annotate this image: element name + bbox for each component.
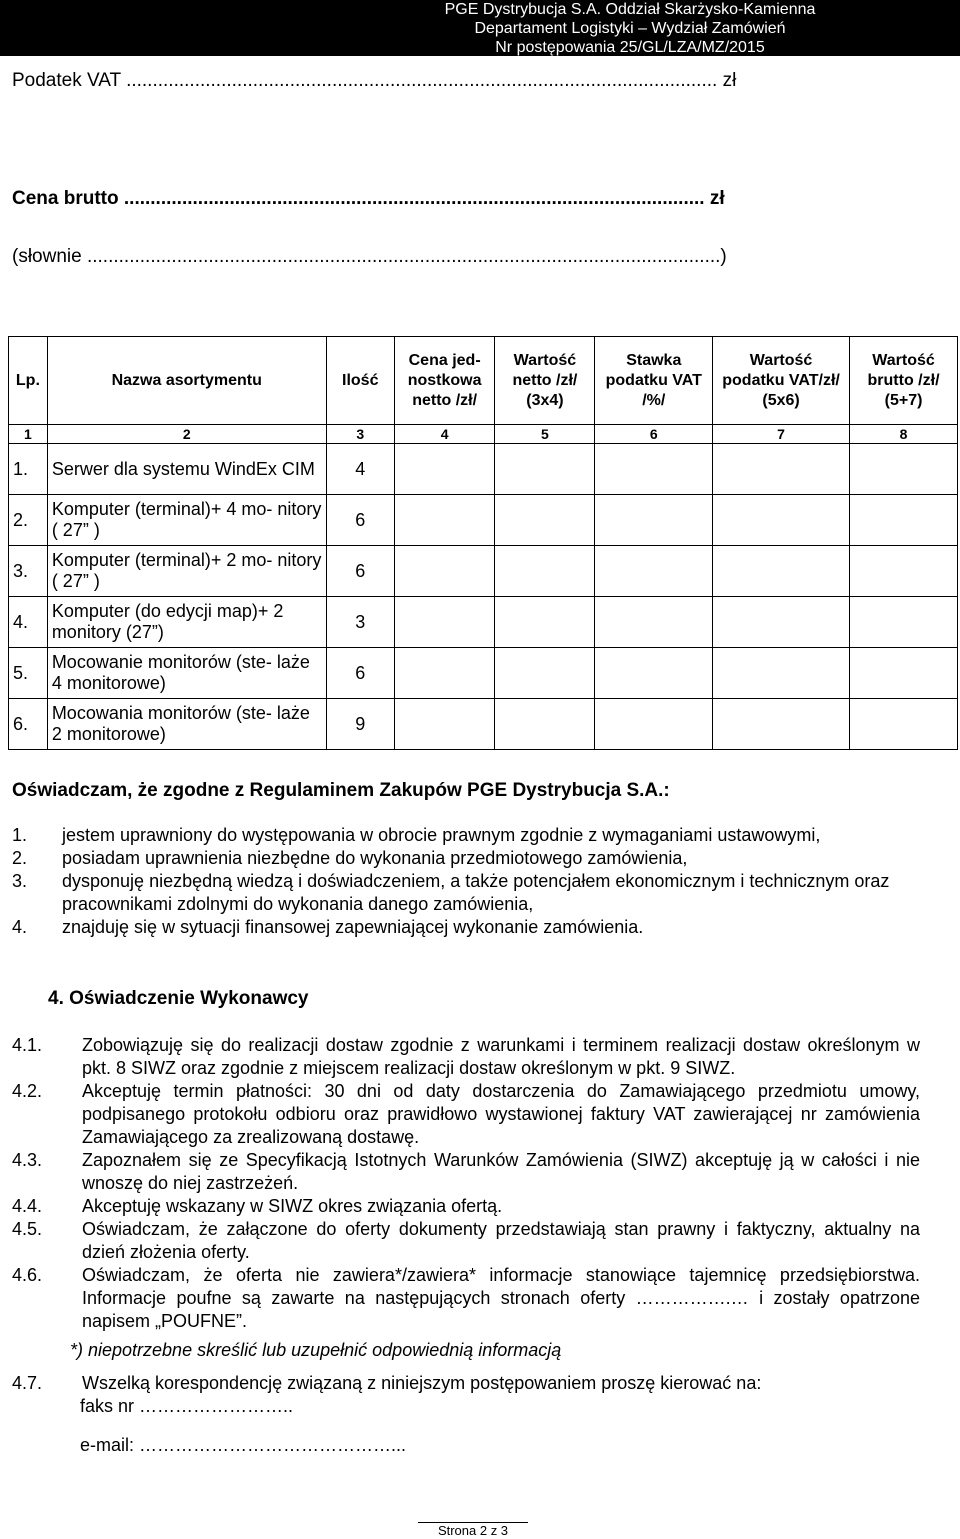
clause-number: 4.4. xyxy=(12,1196,43,1216)
column-number-row xyxy=(9,425,958,444)
row-unit-price-cell[interactable] xyxy=(394,648,494,699)
row-quantity: 3 xyxy=(326,597,394,648)
clause-number: 4.7. xyxy=(12,1373,43,1393)
col-number: 5 xyxy=(495,425,595,444)
email-field[interactable]: e-mail: ……………………………………... xyxy=(80,1435,407,1455)
header-quantity: Ilość xyxy=(326,337,394,425)
row-net-value-cell[interactable] xyxy=(495,648,595,699)
price-in-words-line: (słownie ........................................................................................................................) xyxy=(12,246,727,267)
list-item xyxy=(12,870,932,916)
row-item-name: Serwer dla systemu WindEx CIM xyxy=(47,444,326,495)
row-quantity: 6 xyxy=(326,495,394,546)
row-unit-price-cell[interactable] xyxy=(394,495,494,546)
header-department: Departament Logistyki – Wydział Zamówień xyxy=(474,20,786,37)
item-number: 3. xyxy=(12,871,28,891)
row-gross-value-cell[interactable] xyxy=(850,597,958,648)
col-number: 8 xyxy=(850,425,958,444)
clause-number: 4.1. xyxy=(12,1035,43,1055)
row-unit-price-cell[interactable] xyxy=(394,444,494,495)
row-item-name: Komputer (terminal)+ 2 mo- nitory ( 27” ) xyxy=(47,546,326,597)
item-text: posiadam uprawnienia niezbędne do wykonania przedmiotowego zamówienia, xyxy=(62,848,688,868)
header-company: PGE Dystrybucja S.A. Oddział Skarżysko-Kamienna xyxy=(444,1,816,18)
col-number: 2 xyxy=(47,425,326,444)
table-row xyxy=(9,546,958,597)
list-item xyxy=(12,824,932,847)
row-vat-value-cell[interactable] xyxy=(713,444,850,495)
clause-text: Akceptuję termin płatności: 30 dni od daty dostarczenia do Zamawiającego przedmiotu umowy, podpisanego protokołu odbioru oraz prawidłowo wystawionej faktury VAT zawierającej nr zamówienia Zamawiającego za zrealizowaną dostawę. xyxy=(82,1081,920,1147)
row-item-name: Mocowanie monitorów (ste- laże 4 monitorowe) xyxy=(47,648,326,699)
row-vat-rate-cell[interactable] xyxy=(595,699,713,750)
header-net-value: Wartość netto /zł/ (3x4) xyxy=(495,337,595,425)
clause xyxy=(12,1372,920,1395)
clause-number: 4.5. xyxy=(12,1219,43,1239)
row-item-name: Komputer (terminal)+ 4 mo- nitory ( 27” ) xyxy=(47,495,326,546)
row-gross-value-cell[interactable] xyxy=(850,546,958,597)
row-vat-rate-cell[interactable] xyxy=(595,444,713,495)
row-vat-value-cell[interactable] xyxy=(713,597,850,648)
clause-text: Wszelką korespondencję związaną z niniejszym postępowaniem proszę kierować na: xyxy=(82,1373,762,1393)
item-number: 4. xyxy=(12,917,28,937)
row-lp: 3. xyxy=(9,546,48,597)
row-quantity: 9 xyxy=(326,699,394,750)
row-gross-value-cell[interactable] xyxy=(850,648,958,699)
row-lp: 6. xyxy=(9,699,48,750)
list-item xyxy=(12,916,932,939)
row-item-name: Mocowania monitorów (ste- laże 2 monitorowe) xyxy=(47,699,326,750)
item-text: jestem uprawniony do występowania w obrocie prawnym zgodnie z wymaganiami ustawowymi, xyxy=(62,825,821,845)
gross-price-line: Cena brutto .............................................................................................................. zł xyxy=(12,188,725,209)
row-gross-value-cell[interactable] xyxy=(850,699,958,750)
clause-number: 4.2. xyxy=(12,1081,43,1101)
clause-text: Oświadczam, że załączone do oferty dokumenty przedstawiają stan prawny i faktyczny, aktualny na dzień złożenia oferty. xyxy=(82,1219,920,1262)
header-case-number: Nr postępowania 25/GL/LZA/MZ/2015 xyxy=(495,39,765,56)
row-quantity: 4 xyxy=(326,444,394,495)
row-lp: 4. xyxy=(9,597,48,648)
col-number: 3 xyxy=(326,425,394,444)
clause-text: Zapoznałem się ze Specyfikacją Istotnych Warunków Zamówienia (SIWZ) akceptuję ją w całości i nie wnoszę do niej zastrzeżeń. xyxy=(82,1150,920,1193)
row-vat-value-cell[interactable] xyxy=(713,699,850,750)
row-net-value-cell[interactable] xyxy=(495,444,595,495)
table-row xyxy=(9,699,958,750)
row-lp: 5. xyxy=(9,648,48,699)
header-vat-rate: Stawka podatku VAT /%/ xyxy=(595,337,713,425)
row-vat-rate-cell[interactable] xyxy=(595,648,713,699)
clause-number: 4.6. xyxy=(12,1265,43,1285)
vat-tax-line: Podatek VAT ................................................................................................................ zł xyxy=(12,70,737,91)
row-lp: 1. xyxy=(9,444,48,495)
row-vat-value-cell[interactable] xyxy=(713,546,850,597)
contractor-clauses xyxy=(12,1034,920,1457)
row-quantity: 6 xyxy=(326,546,394,597)
row-net-value-cell[interactable] xyxy=(495,495,595,546)
fax-field[interactable]: faks nr …………………….. xyxy=(80,1396,294,1416)
col-number: 4 xyxy=(394,425,494,444)
item-text: znajduję się w sytuacji finansowej zapewniającej wykonanie zamówienia. xyxy=(62,917,644,937)
row-vat-rate-cell[interactable] xyxy=(595,495,713,546)
clause-text: Zobowiązuję się do realizacji dostaw zgodnie z warunkami i terminem realizacji dostaw określonym w pkt. 8 SIWZ oraz zgodnie z miejscem realizacji dostaw określonym w pkt. 9 SIWZ. xyxy=(82,1035,920,1078)
row-unit-price-cell[interactable] xyxy=(394,597,494,648)
row-gross-value-cell[interactable] xyxy=(850,495,958,546)
col-number: 6 xyxy=(595,425,713,444)
page-footer: Strona 2 z 3 xyxy=(418,1522,528,1537)
clause xyxy=(12,1149,920,1195)
section-title: 4. Oświadczenie Wykonawcy xyxy=(48,988,309,1009)
row-quantity: 6 xyxy=(326,648,394,699)
footnote: *) niepotrzebne skreślić lub uzupełnić odpowiednią informacją xyxy=(70,1340,562,1360)
table-row xyxy=(9,495,958,546)
clause-text: Oświadczam, że oferta nie zawiera*/zawiera* informacje stanowiące tajemnicę przedsiębiorstwa. Informacje poufne są zawarte na następujących stronach oferty …………….… i zostały opatrzone napisem „POUFNE”. xyxy=(82,1265,920,1331)
col-number: 7 xyxy=(713,425,850,444)
table-header-row xyxy=(9,337,958,425)
row-unit-price-cell[interactable] xyxy=(394,546,494,597)
col-number: 1 xyxy=(9,425,48,444)
row-net-value-cell[interactable] xyxy=(495,546,595,597)
item-number: 2. xyxy=(12,848,28,868)
row-vat-value-cell[interactable] xyxy=(713,495,850,546)
row-gross-value-cell[interactable] xyxy=(850,444,958,495)
row-vat-rate-cell[interactable] xyxy=(595,546,713,597)
table-row xyxy=(9,597,958,648)
header-lp: Lp. xyxy=(9,337,48,425)
header-gross-value: Wartość brutto /zł/ (5+7) xyxy=(850,337,958,425)
clause xyxy=(12,1218,920,1264)
clause-number: 4.3. xyxy=(12,1150,43,1170)
table-row xyxy=(9,444,958,495)
row-unit-price-cell[interactable] xyxy=(394,699,494,750)
list-item xyxy=(12,847,932,870)
row-lp: 2. xyxy=(9,495,48,546)
clause xyxy=(12,1034,920,1080)
clause-text: Akceptuję wskazany w SIWZ okres związania ofertą. xyxy=(82,1196,503,1216)
price-table xyxy=(8,336,958,750)
item-number: 1. xyxy=(12,825,28,845)
header-item-name: Nazwa asortymentu xyxy=(47,337,326,425)
table-row xyxy=(9,648,958,699)
declaration-title: Oświadczam, że zgodne z Regulaminem Zakupów PGE Dystrybucja S.A.: xyxy=(12,780,670,801)
row-item-name: Komputer (do edycji map)+ 2 monitory (27”) xyxy=(47,597,326,648)
clause xyxy=(12,1080,920,1149)
declaration-list xyxy=(12,824,932,939)
header-vat-value: Wartość podatku VAT/zł/ (5x6) xyxy=(713,337,850,425)
item-text: dysponuję niezbędną wiedzą i doświadczeniem, a także potencjałem ekonomicznym i technicznym oraz pracownikami zdolnymi do wykonania danego zamówienia, xyxy=(62,871,890,914)
row-vat-value-cell[interactable] xyxy=(713,648,850,699)
row-net-value-cell[interactable] xyxy=(495,597,595,648)
document-header xyxy=(0,0,960,56)
header-unit-price: Cena jed- nostkowa netto /zł/ xyxy=(394,337,494,425)
clause xyxy=(12,1195,920,1218)
row-vat-rate-cell[interactable] xyxy=(595,597,713,648)
row-net-value-cell[interactable] xyxy=(495,699,595,750)
clause xyxy=(12,1264,920,1333)
